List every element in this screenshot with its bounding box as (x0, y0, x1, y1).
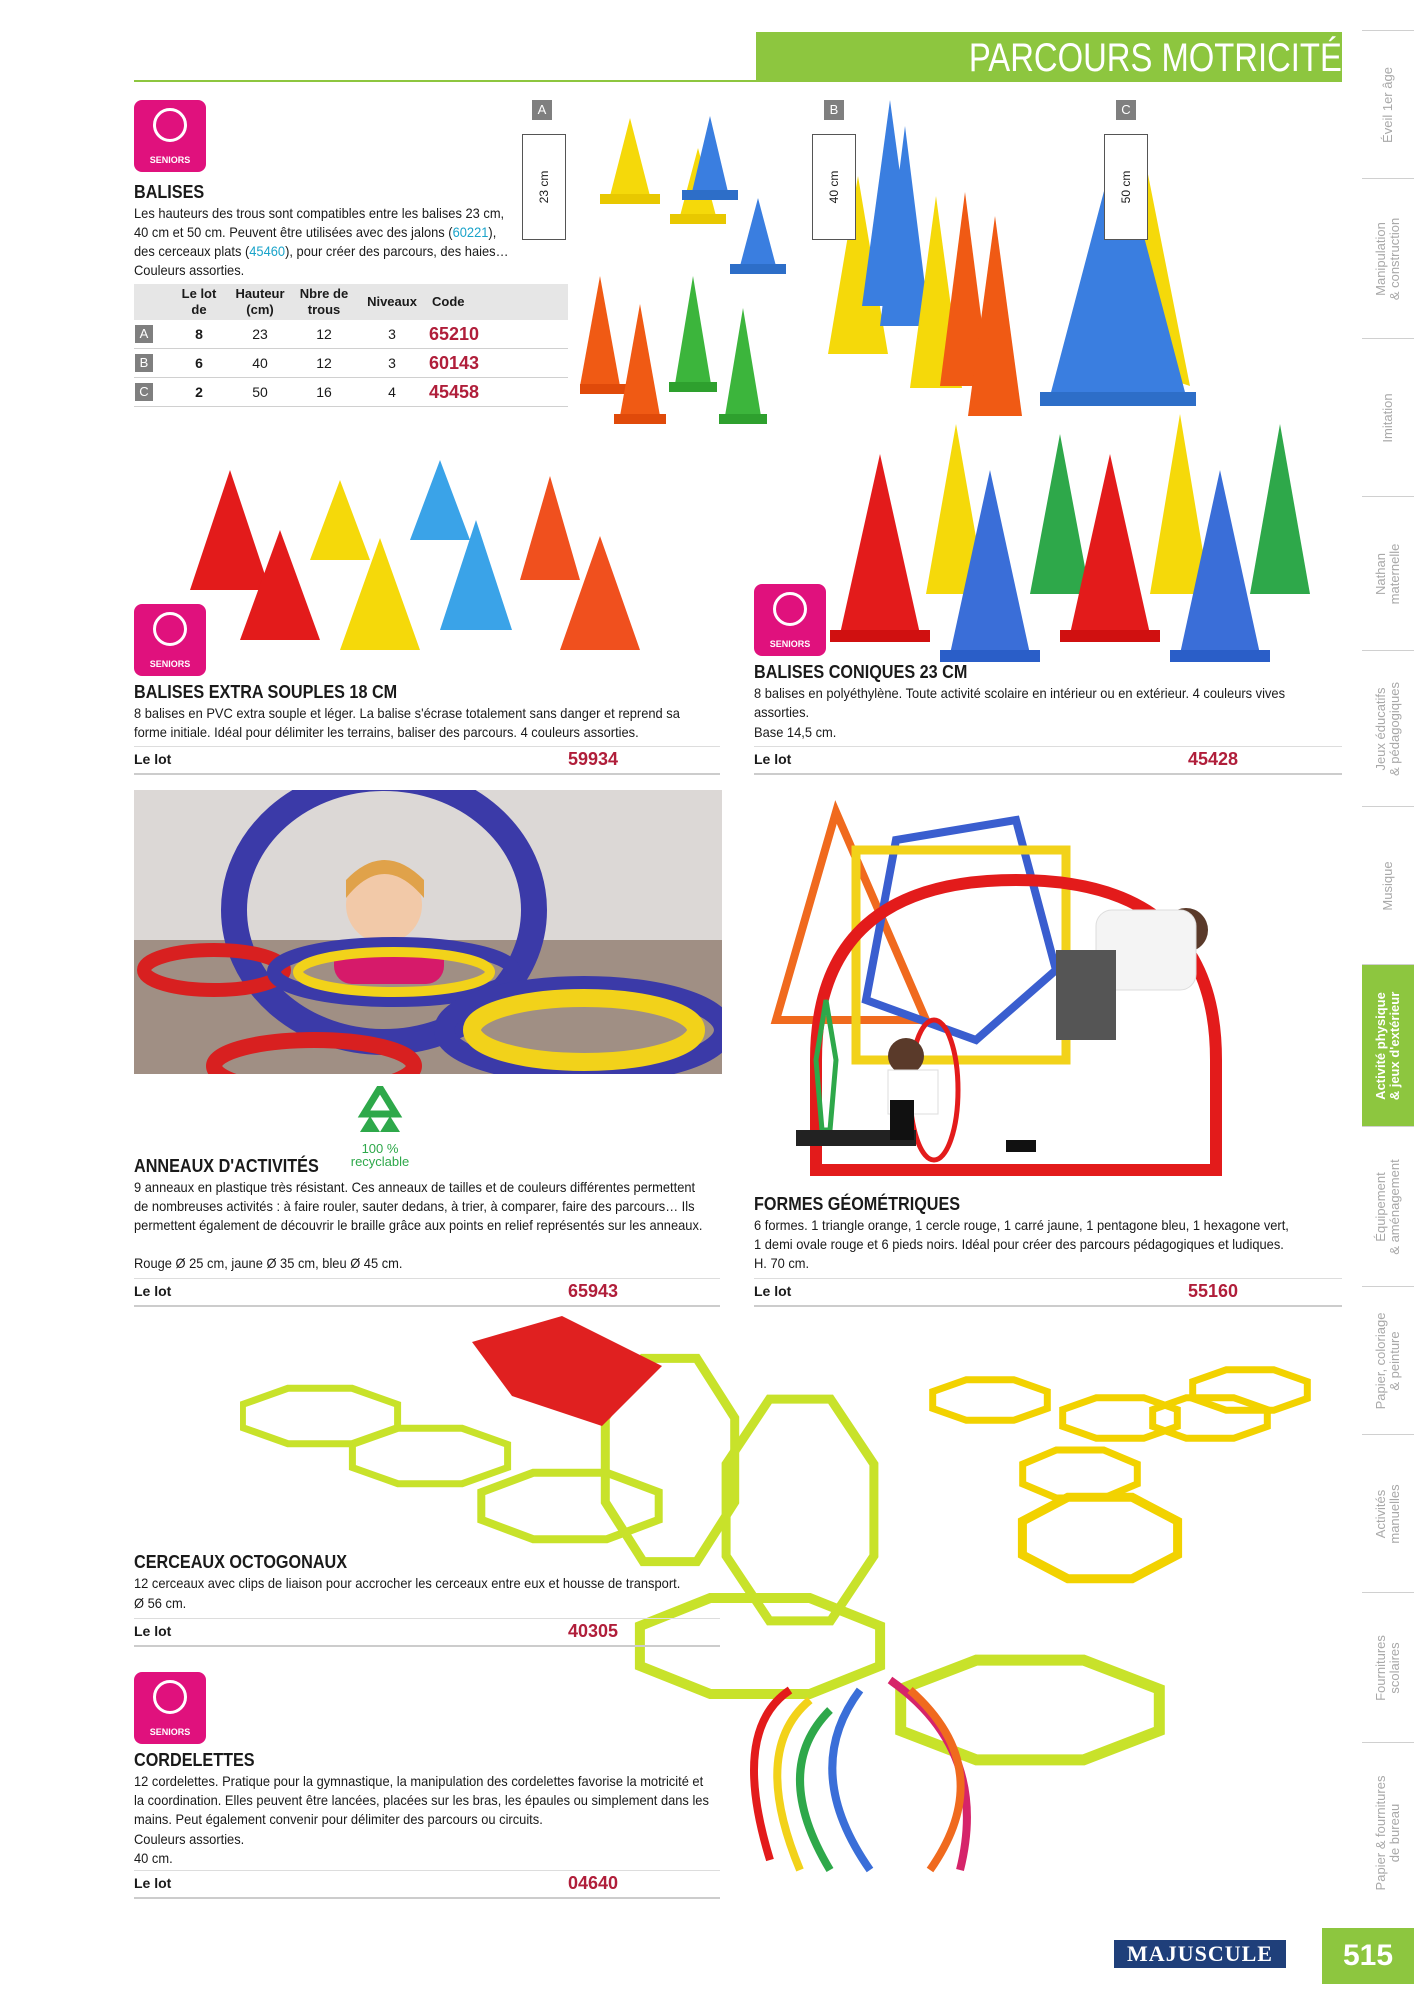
octagon-hoop (933, 1380, 1048, 1421)
cordelettes-desc-2: Couleurs assorties. (134, 1831, 245, 1847)
photo-tag-c: C (1116, 100, 1136, 120)
cones-illustration (580, 96, 1344, 430)
seniors-badge: SENIORS (754, 584, 826, 656)
brand-logo: MAJUSCULE (1114, 1940, 1286, 1968)
col-lot: Le lot de (170, 284, 228, 320)
coniques-title: BALISES CONIQUES 23 CM (754, 662, 968, 682)
cordelettes-desc: 12 cordelettes. Pratique pour la gymnastique, la manipulation des cordelettes favorise la motricité et la coordination. Elles peuvent être lancées, placées sur les bras, les épaules ou simplement dans les mains. Peut également convenir pour délimiter des parcours ou circuits. (134, 1773, 709, 1827)
senior-face-icon (773, 592, 807, 626)
sidebar-tab[interactable]: Activité physique & jeux d'extérieur (1362, 964, 1414, 1127)
anneaux-price-row: Le lot 65943 (134, 1278, 720, 1307)
product-code: 45428 (1188, 749, 1239, 769)
page-number: 515 (1322, 1928, 1414, 1984)
seniors-badge (134, 100, 206, 172)
balises-title: BALISES (134, 182, 205, 202)
sidebar-tab[interactable]: Activités manuelles (1362, 1434, 1414, 1593)
photo-tag-a: A (532, 100, 552, 120)
octagon-hoop (1023, 1450, 1138, 1498)
col-hauteur: Hauteur (cm) (228, 284, 292, 320)
product-code: 65210 (429, 323, 480, 344)
product-code: 55160 (1188, 1281, 1239, 1301)
row-tag: A (135, 325, 153, 343)
coniques-price-row: Le lot 45428 (754, 746, 1342, 775)
souples-photo (180, 440, 680, 660)
col-trous: Nbre de trous (292, 284, 356, 320)
recycle-icon (348, 1086, 412, 1142)
coniques-photo (830, 414, 1350, 662)
product-code: 45458 (429, 381, 480, 402)
dim-40cm: 40 cm (812, 134, 856, 240)
recycle-label: 100 % recyclable (350, 1141, 410, 1169)
product-code: 65943 (568, 1281, 619, 1301)
photo-tag-b: B (824, 100, 844, 120)
cerceaux-desc: 12 cerceaux avec clips de liaison pour accrocher les cerceaux entre eux et housse de transport. (134, 1575, 681, 1591)
cordelettes-desc-3: 40 cm. (134, 1850, 173, 1866)
sidebar-tab[interactable]: Papier & fournitures de bureau (1362, 1742, 1414, 1923)
product-code: 04640 (568, 1873, 619, 1893)
anneaux-photo (134, 790, 722, 1074)
senior-face-icon (153, 108, 187, 142)
seniors-badge: SENIORS (134, 604, 206, 676)
row-tag: C (135, 383, 153, 401)
product-code: 40305 (568, 1621, 619, 1641)
cerceaux-price-row: Le lot 40305 (134, 1618, 720, 1647)
cerceaux-desc-2: Ø 56 cm. (134, 1595, 187, 1611)
sidebar-tab[interactable]: Éveil 1er âge (1362, 30, 1414, 179)
octagon-hoop (481, 1473, 658, 1540)
cordelettes-title: CORDELETTES (134, 1750, 255, 1770)
col-niveaux: Niveaux (356, 284, 428, 320)
balises-photo (580, 96, 1344, 430)
table-row: C 2 50 16 4 45458 (134, 378, 568, 407)
balises-spec-table (134, 284, 568, 407)
anneaux-desc-2: Rouge Ø 25 cm, jaune Ø 35 cm, bleu Ø 45 cm. (134, 1255, 403, 1271)
row-tag: B (135, 354, 153, 372)
sidebar-tab[interactable]: Musique (1362, 806, 1414, 965)
product-code: 59934 (568, 749, 619, 769)
anneaux-desc: 9 anneaux en plastique très résistant. Ces anneaux de tailles et de couleurs différentes permettent de nombreuses activités : à faire rouler, sauter dedans, à trier, à comparer, faire des parcours… Ils permettent également de découvrir le braille grâce aux points en relief représentés sur les anneaux. (134, 1179, 703, 1233)
sidebar-tab[interactable]: Équipement & aménagement (1362, 1126, 1414, 1287)
product-code: 60143 (429, 352, 480, 373)
souples-desc: 8 balises en PVC extra souple et léger. La balise s'écrase totalement sans danger et reprend sa forme initiale. Idéal pour délimiter les terrains, baliser des parcours. 4 couleurs assorties. (134, 705, 680, 740)
souples-title: BALISES EXTRA SOUPLES 18 CM (134, 682, 398, 702)
octagon-hoop (1022, 1497, 1177, 1578)
cordelettes-photo (730, 1670, 1000, 1880)
sidebar-tab[interactable]: Fournitures scolaires (1362, 1592, 1414, 1743)
sidebar-tab[interactable]: Imitation (1362, 338, 1414, 497)
coniques-desc-2: Base 14,5 cm. (754, 724, 837, 740)
dim-23cm: 23 cm (522, 134, 566, 240)
souples-price-row: Le lot 59934 (134, 746, 720, 775)
cerceaux-title: CERCEAUX OCTOGONAUX (134, 1552, 348, 1572)
formes-photo (756, 800, 1344, 1184)
spec-table-header (134, 284, 568, 320)
formes-price-row: Le lot 55160 (754, 1278, 1342, 1307)
coniques-desc: 8 balises en polyéthylène. Toute activité scolaire en intérieur ou en extérieur. 4 couleurs vives assorties. (754, 685, 1286, 720)
sidebar-tab[interactable]: Papier, coloriage & peinture (1362, 1286, 1414, 1435)
senior-face-icon (153, 1680, 187, 1714)
formes-desc-2: H. 70 cm. (754, 1255, 810, 1271)
table-row: B 6 40 12 3 60143 (134, 349, 568, 378)
seniors-badge: SENIORS (134, 1672, 206, 1744)
link-60221[interactable]: 60221 (452, 224, 489, 240)
col-code: Code (428, 284, 568, 320)
link-45460[interactable]: 45460 (249, 243, 286, 259)
page-title: PARCOURS MOTRICITÉ (969, 36, 1342, 80)
dim-50cm: 50 cm (1104, 134, 1148, 240)
octagon-hoop (726, 1399, 874, 1621)
header-rule (134, 80, 758, 82)
balises-desc: Les hauteurs des trous sont compatibles entre les balises 23 cm, 40 cm et 50 cm. Peuvent être utilisées avec des jalons (60221), des cerceaux plats (45460), pour créer des parcours, des haies… Couleurs assorties. (134, 205, 509, 278)
cones-a (580, 116, 786, 424)
table-row: A 8 23 12 3 65210 (134, 320, 568, 349)
cordelettes-price-row: Le lot 04640 (134, 1870, 720, 1899)
badge-label: SENIORS (149, 155, 191, 165)
formes-title: FORMES GÉOMÉTRIQUES (754, 1194, 961, 1214)
anneaux-title: ANNEAUX D'ACTIVITÉS (134, 1156, 319, 1176)
sidebar-tab[interactable]: Manipulation & construction (1362, 178, 1414, 339)
cones-b (828, 100, 1022, 416)
octagon-hoop (352, 1428, 507, 1483)
sidebar-tab[interactable]: Jeux éducatifs & pédagogiques (1362, 650, 1414, 807)
senior-face-icon (153, 612, 187, 646)
sidebar-tab[interactable]: Nathan maternelle (1362, 496, 1414, 651)
transport-bag (472, 1316, 662, 1426)
formes-desc: 6 formes. 1 triangle orange, 1 cercle rouge, 1 carré jaune, 1 pentagone bleu, 1 hexagone vert, 1 demi ovale rouge et 6 pieds noirs. Idéal pour créer des parcours pédagogiques et ludiques. (754, 1217, 1289, 1252)
